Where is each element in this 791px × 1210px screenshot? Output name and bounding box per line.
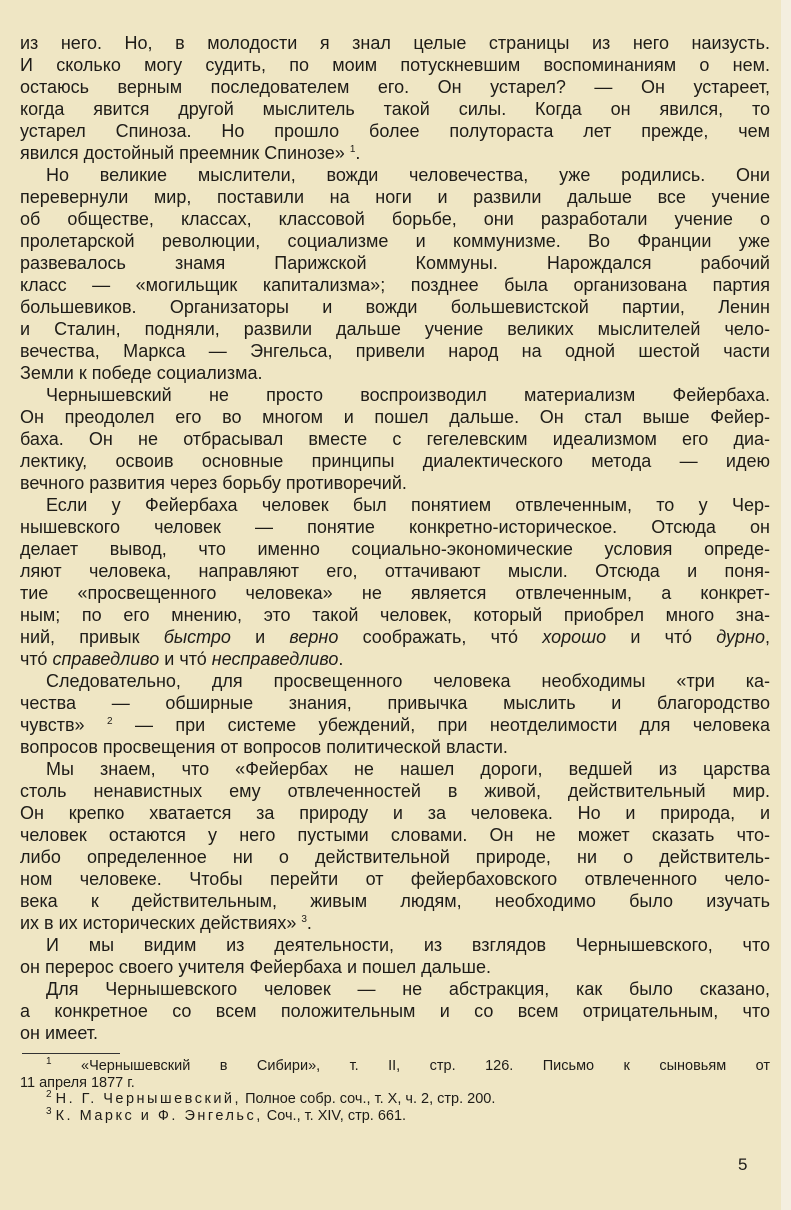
text-line: Но великие мыслители, вожди человечества, уже родились. Они: [46, 165, 770, 185]
text-line: развевалось знамя Парижской Коммуны. Нарождался рабочий: [20, 253, 770, 273]
emphasis: справедливо: [52, 649, 160, 669]
footnote-text: 11 апреля 1877 г.: [20, 1074, 135, 1091]
footnote-text: «Чернышевский в Сибири», т. II, стр. 126. Письмо к сыновьям от: [81, 1058, 770, 1074]
emphasis: верно: [289, 627, 339, 647]
text-segment: явился достойный преемник Спинозе»: [20, 143, 350, 163]
text-line: Для Чернышевского человек — не абстракция, как было сказано,: [46, 979, 770, 999]
text-segment: и что́: [606, 627, 717, 647]
text-line: ном человеке. Чтобы перейти от фейербаховского отвлеченного чело-: [20, 869, 770, 889]
text-line: Следовательно, для просвещенного человека необходимы «три ка-: [46, 671, 770, 691]
text-segment: и: [230, 627, 290, 647]
emphasis: хорошо: [542, 627, 607, 647]
text-line: ным; по его мнению, это такой человек, который приобрел много зна-: [20, 605, 770, 625]
paragraph: [20, 32, 770, 164]
text-line: из него. Но, в молодости я знал целые страницы из него наизусть.: [20, 33, 770, 53]
footnote-marker: 2: [46, 1089, 52, 1101]
text-line: Чернышевский не просто воспроизводил материализм Фейербаха.: [46, 385, 770, 405]
paragraph: [20, 758, 770, 934]
footnote-author: Н. Г. Чернышевский,: [55, 1091, 242, 1107]
footnote-marker: 3: [46, 1105, 52, 1117]
paragraph: [20, 978, 770, 1044]
text-line: человек остаются у него пустыми словами. Он не может сказать что-: [20, 825, 770, 845]
text-line: он перерос своего учителя Фейербаха и пошел дальше.: [20, 957, 491, 977]
footnote-1: [20, 1058, 770, 1075]
text-segment: соображать, что́: [338, 627, 543, 647]
text-line: [20, 714, 770, 736]
page-edge: [781, 0, 791, 1210]
text-line: вечного развития через борьбу противоречий.: [20, 473, 407, 493]
text-line: об обществе, классах, классовой борьбе, они разработали учение о: [20, 209, 770, 229]
text-line: вопросов просвещения от вопросов политической власти.: [20, 737, 508, 757]
emphasis: несправедливо: [211, 649, 339, 669]
text-line: Мы знаем, что «Фейербах не нашел дороги, ведшей из царства: [46, 759, 770, 779]
text-line: остаюсь верным последователем его. Он устарел? — Он устареет,: [20, 77, 770, 97]
text-line: Если у Фейербаха человек был понятием отвлеченным, то у Чер-: [46, 495, 770, 515]
text-line: делает вывод, что именно социально-экономические условия опреде-: [20, 539, 770, 559]
text-line: и Сталин, подняли, развили дальше учение великих мыслителей чело-: [20, 319, 770, 339]
text-segment: ний, привык: [20, 627, 164, 647]
text-line: века к действительным, живым людям, необходимо было изучать: [20, 891, 770, 911]
paragraph: [20, 494, 770, 670]
footnotes: [20, 1058, 770, 1124]
text-line: Земли к победе социализма.: [20, 363, 263, 383]
text-line: Он крепко хватается за природу и за человека. Но и природа, и: [20, 803, 770, 823]
text-line: лектику, освоив основные принципы диалектического метода — идею: [20, 451, 770, 471]
text-line: И сколько могу судить, по моим потускневшим воспоминаниям о нем.: [20, 55, 770, 75]
paragraph: [20, 164, 770, 384]
footnote-2: [20, 1091, 770, 1108]
emphasis: дурно: [716, 627, 765, 647]
text-line: баха. Он не отбрасывал вместе с гегелевским идеализмом его диа-: [20, 429, 770, 449]
paragraph: [20, 670, 770, 758]
text-line: [20, 142, 770, 164]
footnote-text: Соч., т. XIV, стр. 661.: [262, 1107, 407, 1124]
text-line: [20, 648, 770, 670]
text-line: [20, 912, 770, 934]
text-line: большевиков. Организаторы и вожди большевистской партии, Ленин: [20, 297, 770, 317]
text-line: он имеет.: [20, 1023, 99, 1043]
text-line: устарел Спиноза. Но прошло более полутораста лет прежде, чем: [20, 121, 770, 141]
text-line: а конкретное со всем положительным и со всем отрицательным, что: [20, 1001, 770, 1021]
footnote-ref: 1: [349, 144, 356, 155]
text-line: либо определенное ни о действительной природе, ни о действитель-: [20, 847, 770, 867]
text-segment: .: [338, 649, 344, 669]
footnote-ref: 3: [301, 914, 307, 925]
page-number: 5: [738, 1155, 748, 1174]
paragraph: [20, 934, 770, 978]
text-segment: ,: [764, 627, 770, 647]
text-line: чества — обширные знания, привычка мыслить и благородство: [20, 693, 770, 713]
text-line: когда явится другой мыслитель такой силы. Когда он явился, то: [20, 99, 770, 119]
footnote-marker: 1: [46, 1056, 52, 1068]
text-segment: что́: [20, 649, 53, 669]
text-line: нышевского человек — понятие конкретно-историческое. Отсюда он: [20, 517, 770, 537]
body-text: [20, 32, 770, 1044]
text-segment: .: [355, 143, 361, 163]
footnote-3: [20, 1105, 770, 1125]
text-line: ляют человека, направляют его, оттачивают мысли. Отсюда и поня-: [20, 561, 770, 581]
text-segment: — при системе убеждений, при неотделимости для человека: [112, 715, 770, 735]
text-segment: .: [306, 913, 312, 933]
footnote-rule: [22, 1053, 120, 1054]
text-line: перевернули мир, поставили на ноги и развили дальше все учение: [20, 187, 770, 207]
text-line: вечества, Маркса — Энгельса, привели народ на одной шестой части: [20, 341, 770, 361]
text-line: класс — «могильщик капитализма»; позднее была организована партия: [20, 275, 770, 295]
emphasis: быстро: [163, 627, 231, 647]
text-line: столь ненавистных ему отвлеченностей в живой, действительный мир.: [20, 781, 770, 801]
footnote-text: Полное собр. соч., т. X, ч. 2, стр. 200.: [241, 1091, 496, 1107]
text-line: [20, 626, 770, 648]
paragraph: [20, 384, 770, 494]
footnote-1-continued: [20, 1075, 770, 1092]
text-line: тие «просвещенного человека» не является отвлеченным, а конкрет-: [20, 583, 770, 603]
text-line: Он преодолел его во многом и пошел дальше. Он стал выше Фейер-: [20, 407, 770, 427]
footnote-ref: 2: [106, 716, 113, 727]
text-line: И мы видим из деятельности, из взглядов Чернышевского, что: [46, 935, 770, 955]
text-segment: и что́: [159, 649, 212, 669]
footnote-author: К. Маркс и Ф. Энгельс,: [55, 1107, 263, 1124]
text-line: пролетарской революции, социализме и коммунизме. Во Франции уже: [20, 231, 770, 251]
text-segment: их в их исторических действиях»: [20, 913, 302, 933]
text-segment: чувств»: [20, 715, 107, 735]
